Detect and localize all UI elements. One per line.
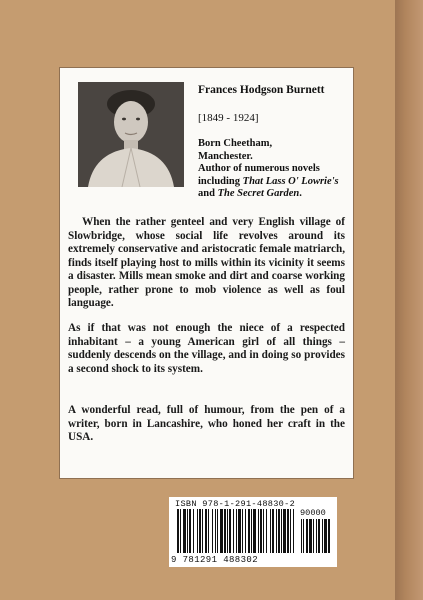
barcode-bar [205,509,207,553]
blurb-paragraph-3: A wonderful read, full of humour, from the pen of a writer, born in Lancashire, who honed her craft in the USA. [68,404,345,443]
addon-bar [322,519,323,553]
barcode-bar [260,509,262,553]
barcode-bar [238,509,241,553]
author-portrait [78,82,184,187]
barcode-bar [248,509,250,553]
blurb-paragraph-2: As if that was not enough the niece of a respected inhabitant – a young American girl of all things – suddenly descends on the village, and in doing so provides a second shock to its system. [68,322,345,375]
ean-digits: 9 781291 488302 [171,555,259,565]
barcode-bar [212,509,213,553]
addon-bar [324,519,327,553]
isbn-barcode [169,497,337,567]
barcode-bar [193,509,194,553]
author-bio [198,138,348,201]
barcode-bars [177,509,333,555]
isbn-label: ISBN 978-1-291-48830-2 [175,499,296,509]
barcode-bar [253,509,256,553]
barcode-bar [177,509,179,553]
barcode-bar [278,509,280,553]
spine-edge [395,0,423,600]
barcode-bar [199,509,201,553]
barcode-bar [180,509,181,553]
barcode-bar [224,509,226,553]
barcode-bar [266,509,267,553]
barcode-bar [202,509,203,553]
barcode-bar [263,509,264,553]
barcode-bar [189,509,191,553]
barcode-bar [215,509,216,553]
bio-prefix: Author of numerous novels including [198,163,320,187]
barcode-bar [251,509,252,553]
barcode-bar [187,509,188,553]
blurb-paragraph-1: When the rather genteel and very English village of Slowbridge, whose social life revolves around its extremely conservative and aristocratic female matriarch, finds itself playing host to mills within its vicinity it seems a disaster. Mills mean smoke and dirt and coarse working people, rather prone to mob violence as well as foul language. [68,216,345,309]
addon-bar [318,519,320,553]
barcode-bar [283,509,286,553]
barcode-bar [220,509,223,553]
barcode-bar [236,509,237,553]
author-dates: [1849 - 1924] [198,112,259,124]
addon-bar [306,519,308,553]
author-name: Frances Hodgson Burnett [198,84,325,96]
book-title-1: That Lass O' Lowrie's [242,175,339,187]
barcode-bar [258,509,259,553]
price-addon: 90000 [300,508,326,518]
barcode-bar [183,509,186,553]
barcode-bar [270,509,271,553]
bio-suffix: . [299,188,302,199]
blurb-panel [59,67,354,479]
barcode-bar [281,509,282,553]
bio-and: and [198,188,218,199]
addon-bar [301,519,302,553]
barcode-bar [287,509,289,553]
barcode-bar [290,509,291,553]
barcode-bar [293,509,294,553]
born-line-2: Manchester. [198,150,253,162]
addon-bar [303,519,304,553]
book-title-2: The Secret Garden [217,188,300,199]
barcode-bar [227,509,228,553]
addon-bar [328,519,330,553]
barcode-bar [217,509,218,553]
barcode-bar [242,509,243,553]
barcode-bar [233,509,234,553]
born-line-1: Born Cheetham, [198,138,273,149]
addon-bar [316,519,317,553]
barcode-bar [272,509,274,553]
barcode-bar [208,509,209,553]
barcode-bar [229,509,231,553]
barcode-bar [245,509,246,553]
barcode-bar [276,509,277,553]
addon-bar [309,519,312,553]
addon-bar [313,519,314,553]
barcode-bar [197,509,198,553]
